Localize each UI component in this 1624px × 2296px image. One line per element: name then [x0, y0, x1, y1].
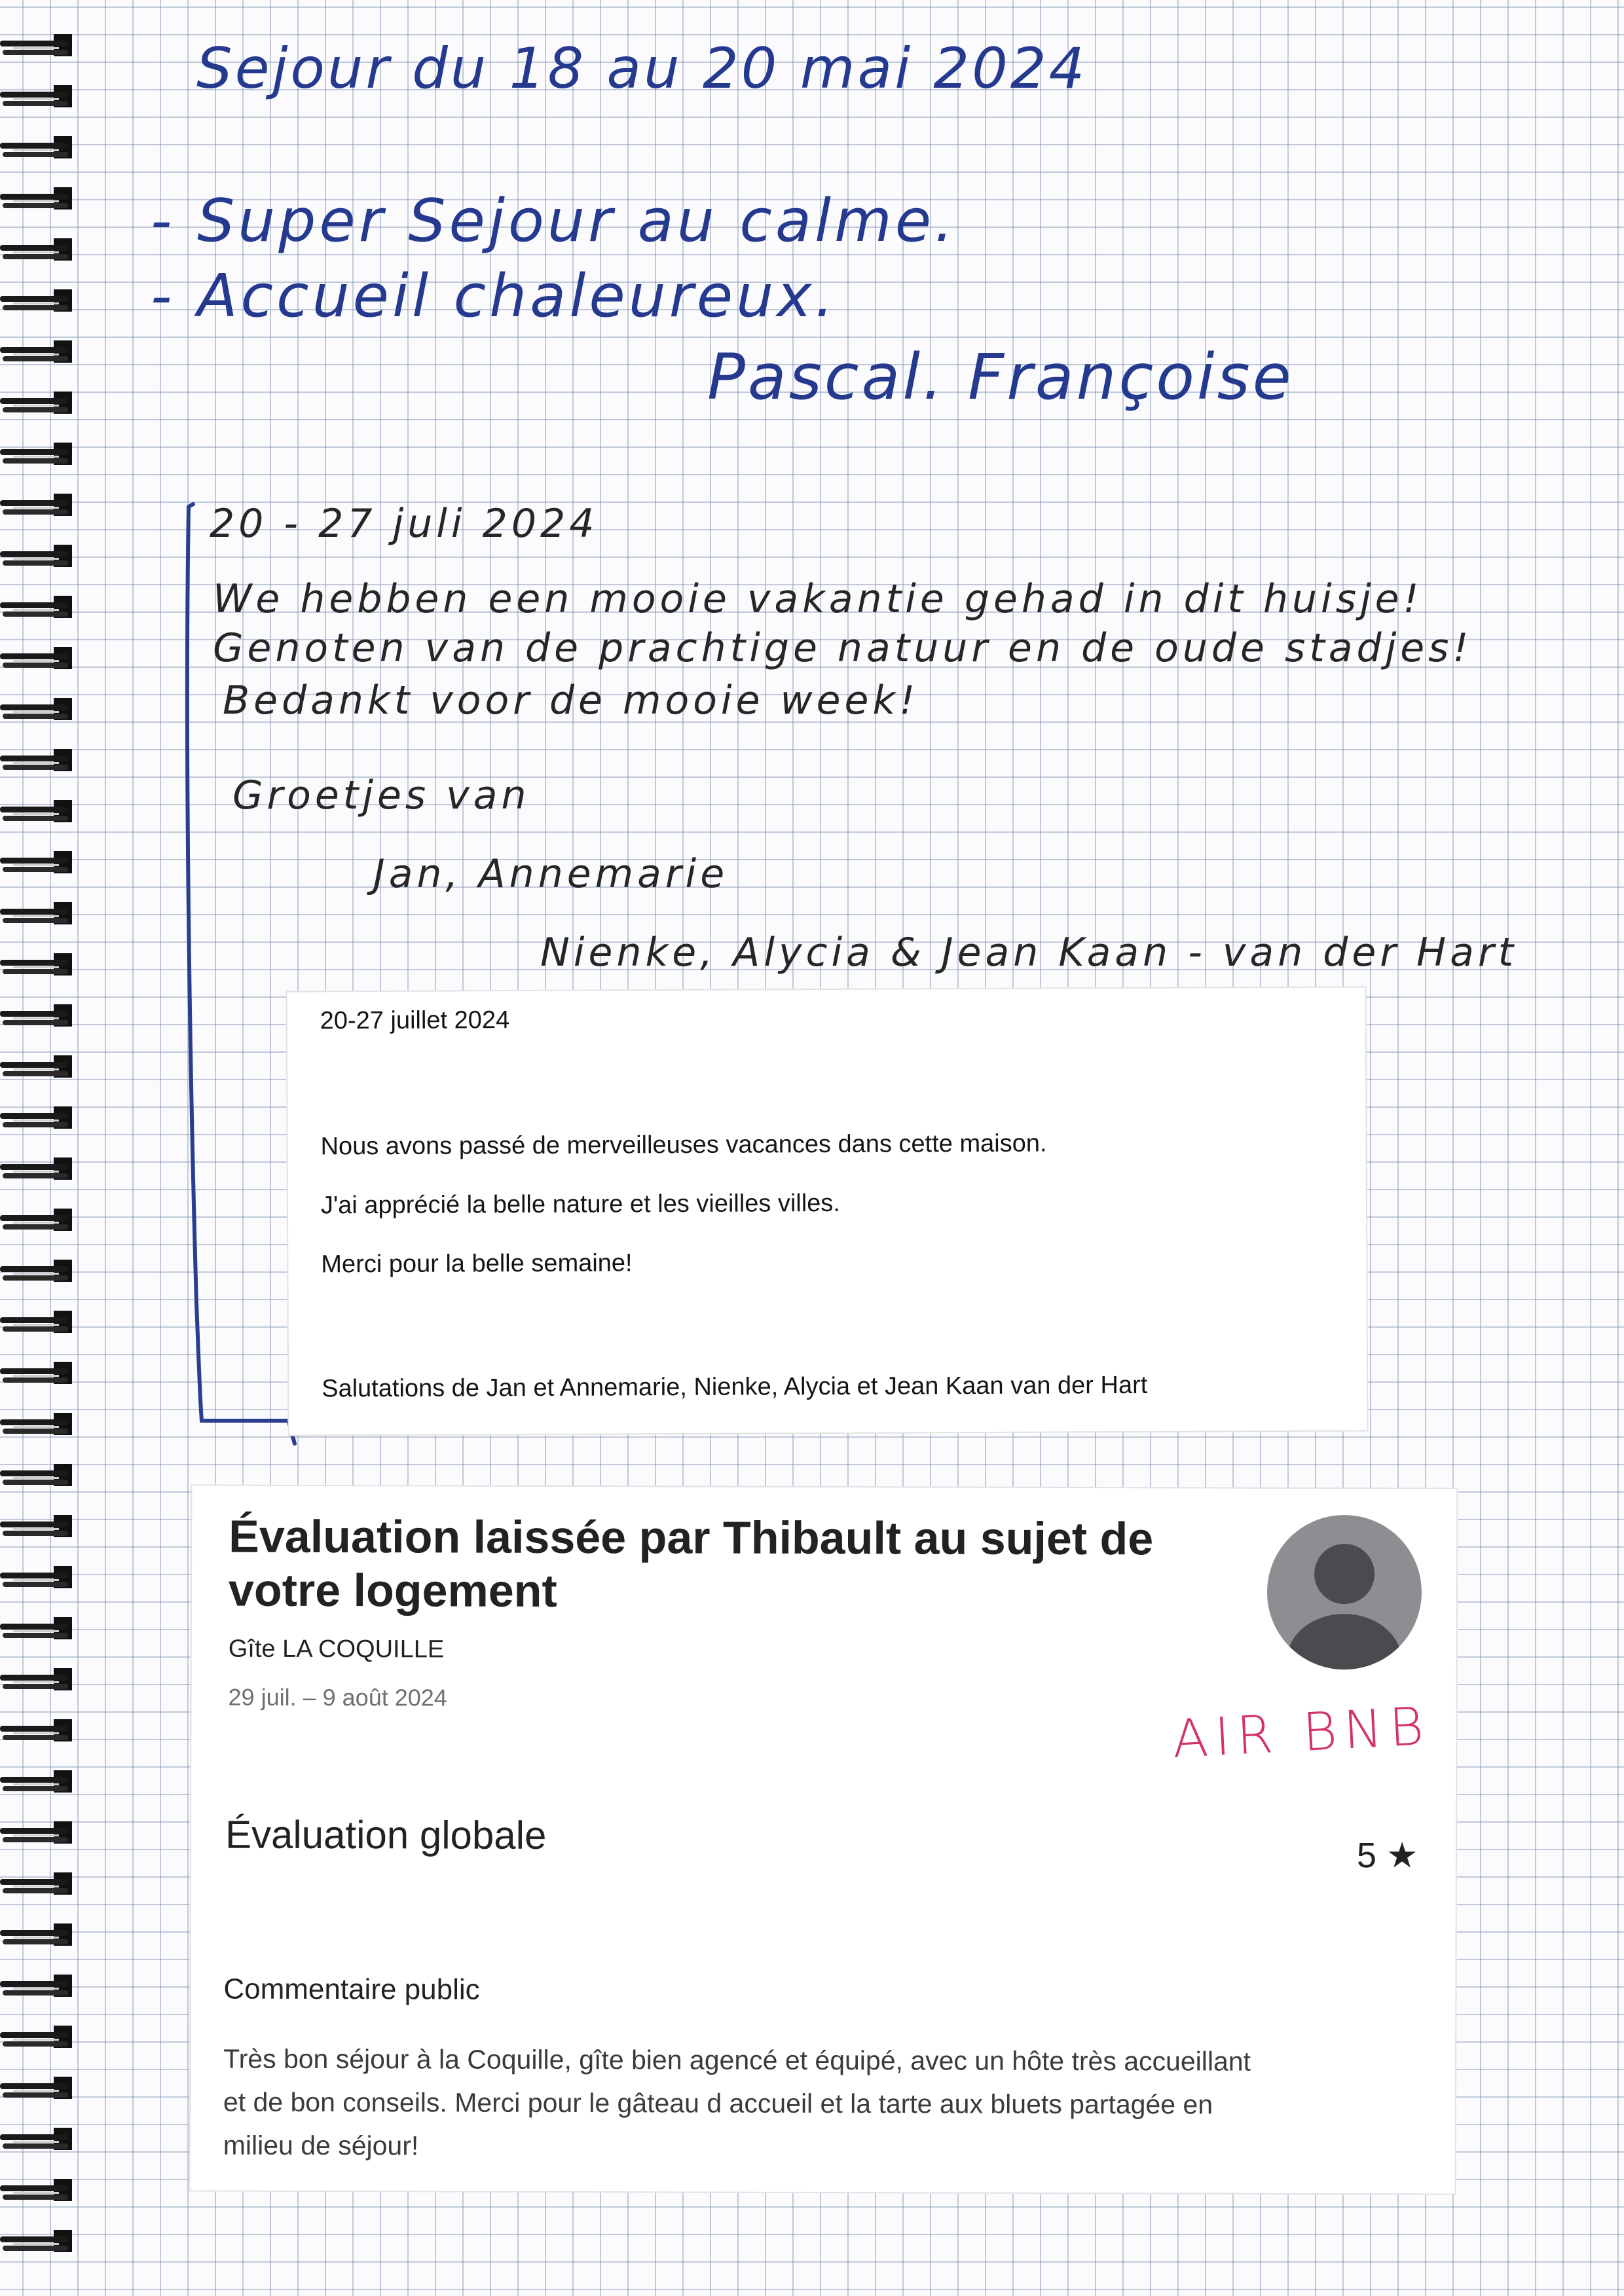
spiral-ring [0, 1872, 72, 1895]
spiral-ring [0, 34, 72, 56]
may-stay-signature: Pascal. Françoise [707, 340, 1294, 414]
spiral-ring [0, 647, 72, 669]
spiral-ring [0, 187, 72, 210]
spiral-ring [0, 1821, 72, 1844]
spiral-ring [0, 1106, 72, 1129]
translation-line-1: Nous avons passé de merveilleuses vacances dans cette maison. [320, 1129, 1047, 1161]
spiral-ring [0, 1055, 72, 1078]
may-stay-line-2: - Accueil chaleureux. [151, 262, 838, 331]
spiral-ring [0, 1209, 72, 1231]
july-stay-date: 20 - 27 juli 2024 [210, 501, 599, 547]
july-stay-names-2: Nienke, Alycia & Jean Kaan - van der Hart [540, 930, 1518, 975]
review-title-line-2: votre logement [228, 1564, 557, 1616]
spiral-binding [0, 0, 85, 2296]
public-comment-line-3: milieu de séjour! [223, 2130, 419, 2161]
spiral-ring [0, 2179, 72, 2201]
spiral-ring [0, 2077, 72, 2099]
may-stay-line-1: - Super Sejour au calme. [151, 187, 957, 255]
review-card [189, 1484, 1458, 2195]
airbnb-handwritten-note: AIR BNB [1170, 1695, 1432, 1770]
spiral-ring [0, 1515, 72, 1537]
spiral-ring [0, 340, 72, 363]
spiral-ring [0, 392, 72, 414]
spiral-ring [0, 238, 72, 261]
spiral-ring [0, 1362, 72, 1384]
spiral-ring [0, 1311, 72, 1333]
spiral-ring [0, 596, 72, 618]
spiral-ring [0, 953, 72, 975]
translation-signature: Salutations de Jan et Annemarie, Nienke, Alycia et Jean Kaan van der Hart [322, 1371, 1148, 1403]
spiral-ring [0, 1719, 72, 1741]
translation-date: 20-27 juillet 2024 [320, 1006, 510, 1035]
public-comment-text [223, 2037, 1251, 2170]
review-dates: 29 juil. – 9 août 2024 [228, 1683, 447, 1711]
review-title [229, 1510, 1154, 1620]
spiral-ring [0, 1770, 72, 1793]
july-stay-line-3: Bedankt voor de mooie week! [223, 678, 919, 723]
spiral-ring [0, 1464, 72, 1486]
spiral-ring [0, 1617, 72, 1639]
spiral-ring [0, 443, 72, 465]
spiral-ring [0, 1260, 72, 1282]
july-stay-line-1: We hebben een mooie vakantie gehad in dit huisje! [213, 576, 1423, 622]
spiral-ring [0, 545, 72, 567]
spiral-ring [0, 749, 72, 771]
translation-line-2: J'ai apprécié la belle nature et les vieilles villes. [320, 1189, 841, 1220]
spiral-ring [0, 2026, 72, 2048]
july-stay-line-2: Genoten van de prachtige natuur en de oude stadjes! [213, 625, 1473, 671]
public-comment-line-2: et de bon conseils. Merci pour le gâteau d accueil et la tarte aux bluets partagée en [223, 2086, 1213, 2120]
spiral-ring [0, 1157, 72, 1180]
translation-line-3: Merci pour la belle semaine! [321, 1249, 633, 1279]
spiral-ring [0, 851, 72, 873]
translation-card [286, 986, 1369, 1436]
spiral-ring [0, 698, 72, 720]
spiral-ring [0, 136, 72, 158]
spiral-ring [0, 1923, 72, 1946]
spiral-ring [0, 1668, 72, 1690]
spiral-ring [0, 2128, 72, 2150]
spiral-ring [0, 494, 72, 516]
spiral-ring [0, 1004, 72, 1027]
spiral-ring [0, 1413, 72, 1435]
july-stay-names-1: Jan, Annemarie [373, 851, 729, 897]
public-comment-label: Commentaire public [223, 1973, 480, 2006]
default-user-avatar-icon [1266, 1514, 1424, 1671]
spiral-ring [0, 1975, 72, 1997]
spiral-ring [0, 1566, 72, 1588]
spiral-ring [0, 902, 72, 924]
overall-rating-value: 5 ★ [1356, 1836, 1418, 1876]
review-title-line-1: Évaluation laissée par Thibault au sujet de [229, 1510, 1154, 1565]
overall-rating-label: Évaluation globale [225, 1812, 547, 1857]
spiral-ring [0, 800, 72, 822]
review-listing-name: Gîte LA COQUILLE [228, 1635, 445, 1664]
spiral-ring [0, 2230, 72, 2252]
public-comment-line-1: Très bon séjour à la Coquille, gîte bien agencé et équipé, avec un hôte très accueillant [223, 2043, 1251, 2077]
spiral-ring [0, 85, 72, 107]
july-stay-greeting: Groetjes van [232, 773, 530, 818]
may-stay-date-title: Sejour du 18 au 20 mai 2024 [196, 36, 1088, 101]
spiral-ring [0, 289, 72, 312]
